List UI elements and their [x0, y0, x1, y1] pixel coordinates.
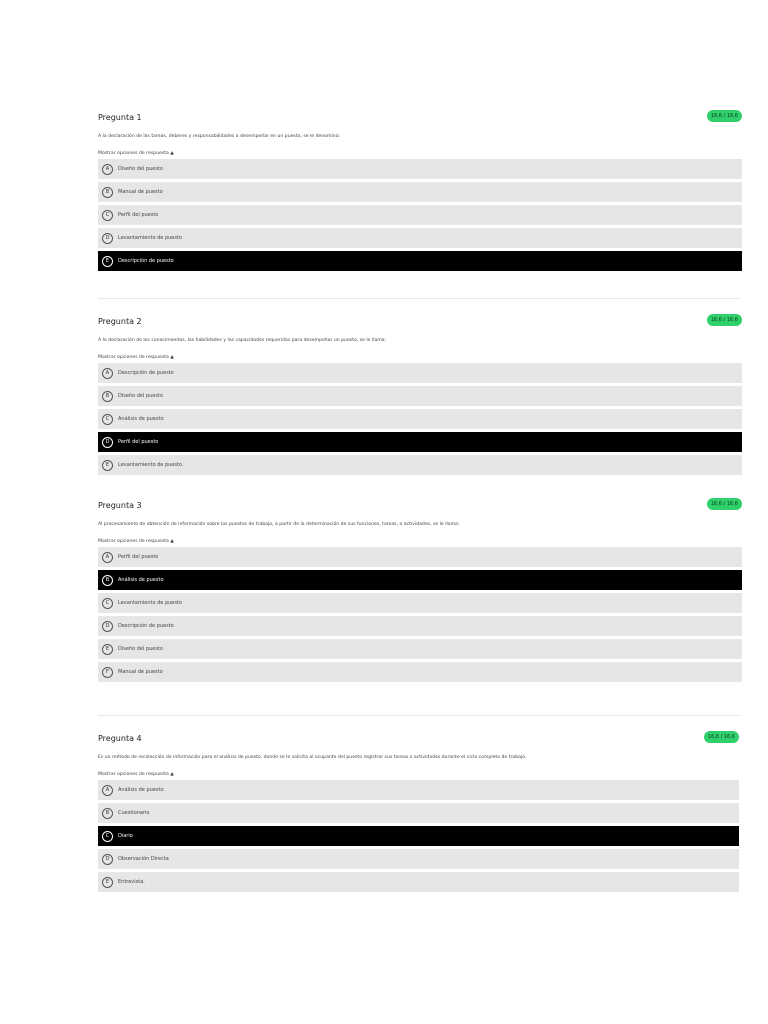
option-label: Perfil del puesto — [118, 212, 159, 218]
letter-b-icon: B — [102, 391, 113, 402]
option-label: Cuestionario — [118, 810, 150, 816]
answer-options — [98, 780, 739, 892]
option-label: Entrevista. — [118, 879, 145, 885]
letter-d-icon: D — [102, 437, 113, 448]
option-label: Análisis de puesto — [118, 416, 164, 422]
question-text: A la declaración de las tareas, deberes y responsabilidades a desempeñar en un puesto, se le denomina: — [98, 134, 341, 139]
question-title: Pregunta 4 — [98, 734, 142, 743]
option-label: Perfil del puesto — [118, 439, 159, 445]
option-label: Análisis de puesto — [118, 577, 164, 583]
score-badge: 16,6 / 16,6 — [707, 314, 742, 326]
letter-c-icon: C — [102, 210, 113, 221]
answer-options — [98, 363, 742, 475]
letter-c-icon: C — [102, 598, 113, 609]
option-label: Diario — [118, 833, 133, 839]
letter-b-icon: B — [102, 808, 113, 819]
question-1 — [98, 107, 742, 274]
question-header — [98, 311, 742, 331]
answer-option-c[interactable] — [98, 409, 742, 429]
answer-option-c[interactable] — [98, 205, 742, 225]
question-3 — [98, 495, 742, 685]
option-label: Manual de puesto — [118, 669, 163, 675]
option-label: Descripción de puesto — [118, 258, 174, 264]
letter-d-icon: D — [102, 233, 113, 244]
answer-option-d[interactable] — [98, 616, 742, 636]
answer-option-d[interactable] — [98, 228, 742, 248]
letter-a-icon: A — [102, 552, 113, 563]
question-header — [98, 107, 742, 127]
question-header — [98, 728, 739, 748]
letter-e-icon: E — [102, 460, 113, 471]
answer-option-a[interactable] — [98, 363, 742, 383]
letter-e-icon: E — [102, 644, 113, 655]
divider — [98, 298, 741, 299]
letter-a-icon: A — [102, 785, 113, 796]
show-options-toggle[interactable]: Mostrar opciones de respuesta ▲ — [98, 539, 174, 544]
letter-c-icon: C — [102, 414, 113, 425]
option-label: Descripción de puesto — [118, 623, 174, 629]
score-badge: 16,6 / 16,6 — [704, 731, 739, 743]
answer-options — [98, 547, 742, 682]
answer-options — [98, 159, 742, 271]
answer-option-e-selected[interactable] — [98, 251, 742, 271]
question-title: Pregunta 3 — [98, 501, 142, 510]
letter-d-icon: D — [102, 621, 113, 632]
answer-option-a[interactable] — [98, 159, 742, 179]
letter-a-icon: A — [102, 368, 113, 379]
answer-option-d[interactable] — [98, 849, 739, 869]
question-text: Es un método de recolección de información para el análisis de puesto, donde se le solicita al ocupante del puesto registrar sus tareas o actividades durante el ciclo completo de trabajo. — [98, 755, 527, 760]
answer-option-e[interactable] — [98, 455, 742, 475]
score-badge: 16,6 / 16,6 — [707, 110, 742, 122]
question-text: Al procesamiento de obtención de información sobre los puestos de trabajo, a partir de la determinación de sus funciones, tareas, o actividades, se le llama: — [98, 522, 460, 527]
option-label: Perfil del puesto — [118, 554, 159, 560]
answer-option-b[interactable] — [98, 386, 742, 406]
answer-option-d-selected[interactable] — [98, 432, 742, 452]
question-text: A la declaración de los conocimientos, las habilidades y las capacidades requeridas para desempeñar un puesto, se le llama: — [98, 338, 387, 343]
letter-d-icon: D — [102, 854, 113, 865]
option-label: Diseño del puesto — [118, 646, 164, 652]
answer-option-e[interactable] — [98, 639, 742, 659]
answer-option-b[interactable] — [98, 182, 742, 202]
divider — [98, 715, 741, 716]
option-label: Diseño del puesto — [118, 166, 164, 172]
option-label: Descripción de puesto — [118, 370, 174, 376]
option-label: Análisis de puesto — [118, 787, 164, 793]
option-label: Manual de puesto — [118, 189, 163, 195]
question-title: Pregunta 1 — [98, 113, 142, 122]
answer-option-b[interactable] — [98, 803, 739, 823]
letter-b-icon: B — [102, 187, 113, 198]
answer-option-a[interactable] — [98, 780, 739, 800]
question-header — [98, 495, 742, 515]
show-options-toggle[interactable]: Mostrar opciones de respuesta ▲ — [98, 355, 174, 360]
show-options-toggle[interactable]: Mostrar opciones de respuesta ▲ — [98, 151, 174, 156]
answer-option-c-selected[interactable] — [98, 826, 739, 846]
answer-option-b-selected[interactable] — [98, 570, 742, 590]
question-2 — [98, 311, 742, 478]
show-options-toggle[interactable]: Mostrar opciones de respuesta ▲ — [98, 772, 174, 777]
option-label: Levantamiento de puesto. — [118, 462, 184, 468]
letter-e-icon: E — [102, 256, 113, 267]
score-badge: 16,6 / 16,6 — [707, 498, 742, 510]
option-label: Observación Directa — [118, 856, 169, 862]
option-label: Levantamiento de puesto — [118, 600, 182, 606]
answer-option-f[interactable] — [98, 662, 742, 682]
letter-b-icon: B — [102, 575, 113, 586]
letter-f-icon: F — [102, 667, 113, 678]
answer-option-c[interactable] — [98, 593, 742, 613]
answer-option-a[interactable] — [98, 547, 742, 567]
answer-option-e[interactable] — [98, 872, 739, 892]
question-title: Pregunta 2 — [98, 317, 142, 326]
option-label: Levantamiento de puesto — [118, 235, 182, 241]
letter-c-icon: C — [102, 831, 113, 842]
letter-a-icon: A — [102, 164, 113, 175]
option-label: Diseño del puesto — [118, 393, 164, 399]
letter-e-icon: E — [102, 877, 113, 888]
question-4 — [98, 728, 739, 895]
